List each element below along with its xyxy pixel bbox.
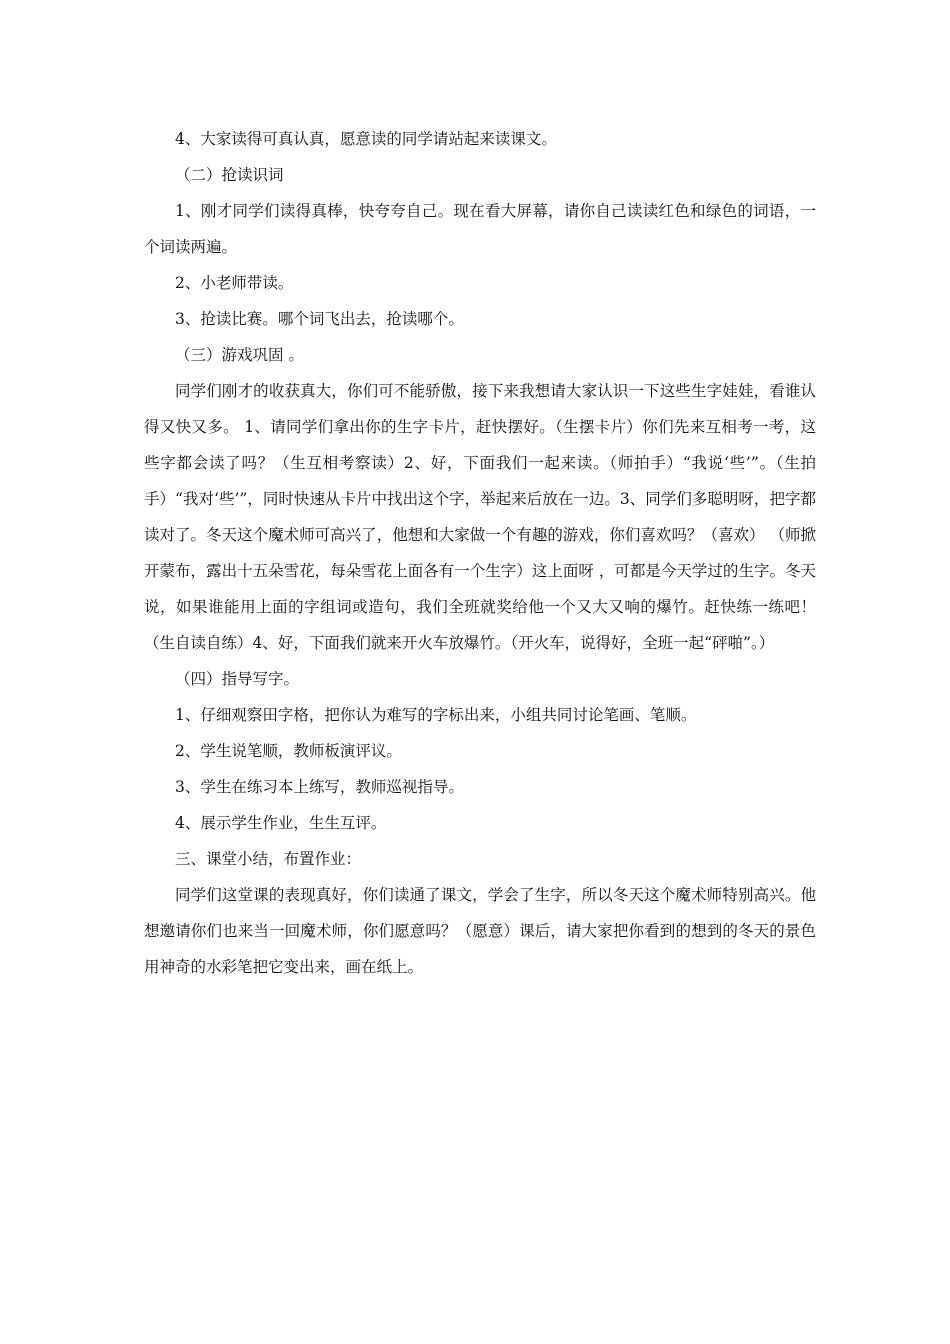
section-heading-game: （三）游戏巩固 。 [175,346,304,364]
paragraph-observe-grid: 1、仔细观察田字格，把你认为难写的字标出来，小组共同讨论笔画、笔顺。 [175,706,697,724]
document-body [144,121,816,985]
paragraph-practice-writing: 3、学生在练习本上练写，教师巡视指导。 [175,778,464,796]
section-heading-word-reading: （二）抢读识词 [175,166,284,184]
section-heading-writing: （四）指导写字。 [175,670,300,688]
paragraph-read-words: 1、刚才同学们读得真棒，快夸夸自己。现在看大屏幕，请你自己读读红色和绿色的词语，一个词读两遍。 [144,202,816,256]
section-heading-summary: 三、课堂小结，布置作业： [175,850,362,868]
paragraph-game-details: 同学们刚才的收获真大，你们可不能骄傲，接下来我想请大家认识一下这些生字娃娃，看谁认得又快又多。 1、请同学们拿出你的生字卡片，赶快摆好。（生摆卡片）你们先来互相考一考，这些字都会读了吗？（生互相考察读）2、好，下面我们一起来读。（师拍手）“我说‘些’”。（生拍手）“我对‘些’”，同时快速从卡片中找出这个字，举起来后放在一边。3、同学们多聪明呀，把字都读对了。冬天这个魔术师可高兴了，他想和大家做一个有趣的游戏，你们喜欢吗？（喜欢） （师掀开蒙布，露出十五朵雪花，每朵雪花上面各有一个生字）这上面呀 ，可都是今天学过的生字。冬天说，如果谁能用上面的字组词或造句，我们全班就奖给他一个又大又响的爆竹。赶快练一练吧！（生自读自练）4、好，下面我们就来开火车放爆竹。（开火车，说得好，全班一起“砰啪”。） [144,382,816,652]
paragraph-read-aloud: 4、大家读得可真认真，愿意读的同学请站起来读课文。 [175,130,557,148]
paragraph-stroke-order: 2、学生说笔顺，教师板演评议。 [175,742,402,760]
paragraph-show-work: 4、展示学生作业，生生互评。 [175,814,387,832]
paragraph-little-teacher: 2、小老师带读。 [175,274,294,292]
paragraph-reading-contest: 3、抢读比赛。哪个词飞出去，抢读哪个。 [175,310,464,328]
paragraph-summary: 同学们这堂课的表现真好，你们读通了课文，学会了生字，所以冬天这个魔术师特别高兴。他想邀请你们也来当一回魔术师，你们愿意吗？（愿意）课后，请大家把你看到的想到的冬天的景色用神奇的水彩笔把它变出来，画在纸上。 [144,886,816,976]
